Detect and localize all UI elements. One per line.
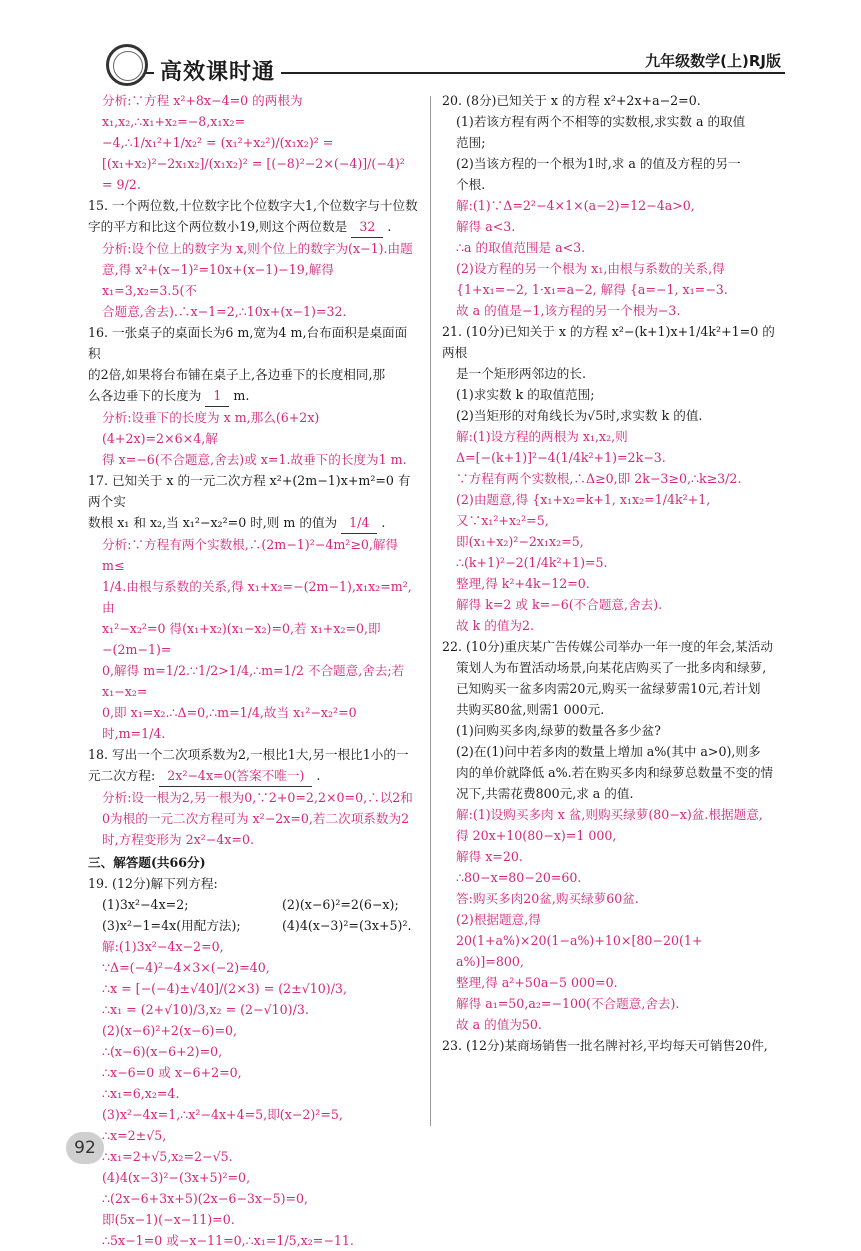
solution-line <box>88 407 418 449</box>
solution-line <box>88 1083 418 1104</box>
solution-line <box>88 978 418 999</box>
line-text: (1)问购买多肉,绿萝的数量各多少盆? <box>456 723 661 738</box>
line-text: ∴x₁=6,x₂=4. <box>102 1086 180 1101</box>
book-title: 高效课时通 <box>154 55 281 86</box>
line-text: 三、解答题(共66分) <box>88 855 206 870</box>
solution-line <box>442 846 782 867</box>
line-text: 况下,共需花费800元,求 a 的值. <box>456 786 634 801</box>
answer-blank: 32 <box>351 216 383 238</box>
line-text: x₁²−x₂²=0 得(x₁+x₂)(x₁−x₂)=0,若 x₁+x₂=0,即−(2m−1)= <box>102 621 381 657</box>
right-column <box>442 90 782 1056</box>
line-text: 分析:设个位上的数字为 x,则个位上的数字为(x−1).由题 <box>102 241 413 256</box>
line-text: (3)x²−4x=1,∴x²−4x+4=5,即(x−2)²=5, <box>102 1107 343 1122</box>
grade-label: 九年级数学(上)RJ版 <box>645 52 781 70</box>
question-line <box>88 744 418 765</box>
solution-line <box>88 534 418 576</box>
question-line <box>442 720 782 741</box>
question-line <box>442 636 782 657</box>
question-line <box>88 915 418 936</box>
line-text: 解:(1)设方程的两根为 x₁,x₂,则 <box>456 429 628 444</box>
question-line <box>88 322 418 364</box>
solution-line <box>442 909 782 951</box>
line-text: 解得 k=2 或 k=−6(不合题意,舍去). <box>456 597 663 612</box>
line-text: 字的平方和比这个两位数小19,则这个两位数是 <box>88 219 352 234</box>
solution-line <box>442 972 782 993</box>
solution-line <box>442 426 782 447</box>
sub-question: (3)x²−1=4x(用配方法); <box>102 918 241 933</box>
question-line <box>442 90 782 111</box>
solution-line <box>442 279 782 300</box>
solution-line <box>88 259 418 301</box>
line-text: 么各边垂下的长度为 <box>88 388 206 403</box>
line-text: 范围; <box>456 135 486 150</box>
solution-line <box>442 216 782 237</box>
question-line <box>442 174 782 195</box>
line-text: ∴x−6=0 或 x−6+2=0, <box>102 1065 242 1080</box>
question-line <box>88 894 418 915</box>
solution-line <box>88 1041 418 1062</box>
solution-line <box>442 951 782 972</box>
line-text: 22. (10分)重庆某广告传媒公司举办一年一度的年会,某活动 <box>442 639 773 654</box>
solution-line <box>442 993 782 1014</box>
line-text: 答:购买多肉20盆,购买绿萝60盆. <box>456 891 639 906</box>
page-header <box>0 0 861 88</box>
question-line <box>88 765 418 787</box>
line-text: (2)由题意,得 {x₁+x₂=k+1, x₁x₂=1/4k²+1, <box>456 492 711 507</box>
solution-line <box>442 552 782 573</box>
sub-question: (2)(x−6)²=2(6−x); <box>282 897 399 912</box>
line-text: 已知购买一盆多肉需20元,购买一盆绿萝需10元,若计划 <box>456 681 761 696</box>
question-line <box>442 741 782 762</box>
line-text: Δ=[−(k+1)]²−4(1/4k²+1)=2k−3. <box>456 450 666 465</box>
question-line <box>442 153 782 174</box>
line-text: {1+x₁=−2, 1·x₁=a−2, 解得 {a=−1, x₁=−3. <box>456 282 728 297</box>
question-line <box>88 470 418 512</box>
solution-line <box>442 825 782 846</box>
solution-line <box>88 90 418 132</box>
line-text: 19. (12分)解下列方程: <box>88 876 218 891</box>
solution-line <box>442 804 782 825</box>
line-text: 即(x₁+x₂)²−2x₁x₂=5, <box>456 534 584 549</box>
line-text: 是一个矩形两邻边的长. <box>456 366 586 381</box>
question-line <box>88 873 418 894</box>
question-line <box>88 216 418 238</box>
solution-line <box>442 888 782 909</box>
line-tail: m. <box>229 388 250 403</box>
line-text: 18. 写出一个二次项系数为2,一根比1大,另一根比1小的一 <box>88 747 409 762</box>
line-text: (1)求实数 k 的取值范围; <box>456 387 595 402</box>
question-line <box>88 512 418 534</box>
line-text: 解得 a₁=50,a₂=−100(不合题意,舍去). <box>456 996 680 1011</box>
line-text: (2)当该方程的一个根为1时,求 a 的值及方程的另一 <box>456 156 741 171</box>
line-text: a%)]=800, <box>456 954 524 969</box>
solution-line <box>442 867 782 888</box>
line-tail: . <box>312 768 321 783</box>
solution-line <box>88 1209 418 1230</box>
line-text: 0为根的一元二次方程可为 x²−2x=0,若二次项系数为2 <box>102 811 410 826</box>
solution-line <box>88 702 418 744</box>
solution-line <box>88 660 418 702</box>
line-text: 17. 已知关于 x 的一元二次方程 x²+(2m−1)x+m²=0 有两个实 <box>88 473 411 509</box>
solution-line <box>442 573 782 594</box>
line-text: (2)(x−6)²+2(x−6)=0, <box>102 1023 238 1038</box>
line-text: 故 a 的值为50. <box>456 1017 542 1032</box>
line-text: 解:(1)∵Δ=2²−4×1×(a−2)=12−4a>0, <box>456 198 695 213</box>
solution-line <box>88 1020 418 1041</box>
line-text: 策划人为布置活动场景,向某花店购买了一批多肉和绿萝, <box>456 660 767 675</box>
solution-line <box>442 1014 782 1035</box>
line-text: 23. (12分)某商场销售一批名牌衬衫,平均每天可销售20件, <box>442 1038 768 1053</box>
line-text: ∴x₁ = (2+√10)/3,x₂ = (2−√10)/3. <box>102 1002 309 1017</box>
line-text: 分析:设一根为2,另一根为0,∵2+0=2,2×0=0,∴以2和 <box>102 790 413 805</box>
line-text: 分析:∵方程 x²+8x−4=0 的两根为 x₁,x₂,∴x₁+x₂=−8,x₁x₂= <box>102 93 303 129</box>
line-text: ∵Δ=(−4)²−4×3×(−2)=40, <box>102 960 270 975</box>
line-text: 合题意,舍去).∴x−1=2,∴10x+(x−1)=32. <box>102 304 347 319</box>
line-text: 个根. <box>456 177 486 192</box>
solution-line <box>88 1104 418 1125</box>
question-line <box>88 364 418 385</box>
solution-line <box>88 301 418 322</box>
solution-line <box>88 787 418 808</box>
line-text: ∴(2x−6+3x+5)(2x−6−3x−5)=0, <box>102 1191 309 1206</box>
line-text: 解:(1)3x²−4x−2=0, <box>102 939 224 954</box>
line-text: 分析:∵方程有两个实数根,∴(2m−1)²−4m²≥0,解得 m≤ <box>102 537 399 573</box>
line-text: ∴a 的取值范围是 a<3. <box>456 240 586 255</box>
question-line <box>442 363 782 384</box>
line-text: 即(5x−1)(−x−11)=0. <box>102 1212 235 1227</box>
question-line <box>442 321 782 363</box>
line-text: 又∵x₁²+x₂²=5, <box>456 513 549 528</box>
line-text: (2)在(1)问中若多肉的数量上增加 a%(其中 a>0),则多 <box>456 744 761 759</box>
solution-line <box>442 258 782 279</box>
line-text: 得 20x+10(80−x)=1 000, <box>456 828 617 843</box>
solution-line <box>88 936 418 957</box>
line-text: 整理,得 a²+50a−5 000=0. <box>456 975 618 990</box>
solution-line <box>442 594 782 615</box>
line-text: 数根 x₁ 和 x₂,当 x₁²−x₂²=0 时,则 m 的值为 <box>88 515 342 530</box>
line-text: 意,得 x²+(x−1)²=10x+(x−1)−19,解得 x₁=3,x₂=3.5(不 <box>102 262 334 298</box>
line-text: 15. 一个两位数,十位数字比个位数字大1,个位数字与十位数 <box>88 198 418 213</box>
solution-line <box>88 1125 418 1146</box>
line-text: (2)根据题意,得 20(1+a%)×20(1−a%)+10×[80−20(1+ <box>456 912 703 948</box>
section-heading <box>88 852 418 873</box>
line-text: ∴x = [−(−4)±√40]/(2×3) = (2±√10)/3, <box>102 981 347 996</box>
line-text: 元二次方程: <box>88 768 160 783</box>
line-text: 肉的单价就降低 a%.若在购买多肉和绿萝总数量不变的情 <box>456 765 774 780</box>
line-text: 故 a 的值是−1,该方程的另一个根为−3. <box>456 303 681 318</box>
solution-line <box>88 576 418 618</box>
line-text: 0,解得 m=1/2.∵1/2>1/4,∴m=1/2 不合题意,舍去;若 x₁−x₂= <box>102 663 405 699</box>
line-text: (2)当矩形的对角线长为√5时,求实数 k 的值. <box>456 408 703 423</box>
question-line <box>442 783 782 804</box>
answer-blank: 2x²−4x=0(答案不唯一) <box>159 765 312 787</box>
answer-blank: 1 <box>205 385 229 407</box>
line-text: −4,∴1/x₁²+1/x₂² = (x₁²+x₂²)/(x₁x₂)² = [(x₁+x₂)²−2x₁x₂]/(x₁x₂)² = [(−8)²−2×(−4)]/(−4)² = 9/2. <box>102 135 405 192</box>
solution-line <box>88 808 418 829</box>
solution-line <box>442 510 782 531</box>
question-line <box>442 111 782 132</box>
solution-line <box>442 489 782 510</box>
line-text: 解得 x=20. <box>456 849 523 864</box>
line-text: (4)4(x−3)²−(3x+5)²=0, <box>102 1170 251 1185</box>
page-number: 92 <box>66 1132 104 1164</box>
line-text: 分析:设垂下的长度为 x m,那么(6+2x)(4+2x)=2×6×4,解 <box>102 410 320 446</box>
line-text: 时,方程变形为 2x²−4x=0. <box>102 832 254 847</box>
sub-question: (1)3x²−4x=2; <box>102 897 189 912</box>
line-text: 20. (8分)已知关于 x 的方程 x²+2x+a−2=0. <box>442 93 701 108</box>
line-text: ∴80−x=80−20=60. <box>456 870 582 885</box>
question-line <box>442 762 782 783</box>
line-text: 故 k 的值为2. <box>456 618 535 633</box>
solution-line <box>88 1146 418 1167</box>
line-text: 的2倍,如果将台布铺在桌子上,各边垂下的长度相同,那 <box>88 367 386 382</box>
solution-line <box>88 957 418 978</box>
line-text: ∴x=2±√5, <box>102 1128 167 1143</box>
solution-line <box>88 829 418 850</box>
solution-line <box>88 618 418 660</box>
line-tail: . <box>377 515 386 530</box>
line-text: 16. 一张桌子的桌面长为6 m,宽为4 m,台布面积是桌面面积 <box>88 325 408 361</box>
solution-line <box>88 238 418 259</box>
solution-line <box>88 1167 418 1188</box>
solution-line <box>442 447 782 468</box>
line-tail: . <box>383 219 392 234</box>
line-text: ∴x₁=2+√5,x₂=2−√5. <box>102 1149 233 1164</box>
solution-line <box>88 1230 418 1251</box>
question-line <box>442 132 782 153</box>
left-column <box>88 90 418 1251</box>
solution-line <box>88 1062 418 1083</box>
line-text: ∴(x−6)(x−6+2)=0, <box>102 1044 223 1059</box>
question-line <box>88 195 418 216</box>
solution-line <box>442 300 782 321</box>
question-line <box>442 678 782 699</box>
solution-line <box>442 615 782 636</box>
sub-question: (4)4(x−3)²=(3x+5)². <box>282 918 412 933</box>
question-line <box>442 699 782 720</box>
question-line <box>442 657 782 678</box>
question-line <box>88 385 418 407</box>
line-text: 共购买80盆,则需1 000元. <box>456 702 605 717</box>
line-text: (1)若该方程有两个不相等的实数根,求实数 a 的取值 <box>456 114 746 129</box>
solution-line <box>88 999 418 1020</box>
line-text: ∵方程有两个实数根,∴Δ≥0,即 2k−3≥0,∴k≥3/2. <box>456 471 742 486</box>
column-divider <box>430 96 431 1126</box>
line-text: (2)设方程的另一个根为 x₁,由根与系数的关系,得 <box>456 261 725 276</box>
answer-blank: 1/4 <box>341 512 377 534</box>
solution-line <box>88 449 418 470</box>
solution-line <box>442 237 782 258</box>
question-line <box>442 384 782 405</box>
solution-line <box>88 132 418 195</box>
line-text: ∴(k+1)²−2(1/4k²+1)=5. <box>456 555 608 570</box>
line-text: 解得 a<3. <box>456 219 516 234</box>
question-line <box>442 405 782 426</box>
line-text: 1/4.由根与系数的关系,得 x₁+x₂=−(2m−1),x₁x₂=m²,由 <box>102 579 412 615</box>
line-text: 整理,得 k²+4k−12=0. <box>456 576 590 591</box>
question-line <box>442 1035 782 1056</box>
clock-logo-icon <box>106 44 148 86</box>
solution-line <box>442 468 782 489</box>
solution-line <box>442 531 782 552</box>
line-text: 21. (10分)已知关于 x 的方程 x²−(k+1)x+1/4k²+1=0 的两根 <box>442 324 775 360</box>
line-text: 0,即 x₁=x₂.∴Δ=0,∴m=1/4,故当 x₁²−x₂²=0 时,m=1/4. <box>102 705 357 741</box>
line-text: 得 x=−6(不合题意,舍去)或 x=1.故垂下的长度为1 m. <box>102 452 407 467</box>
solution-line <box>442 195 782 216</box>
line-text: 解:(1)设购买多肉 x 盆,则购买绿萝(80−x)盆.根据题意, <box>456 807 763 822</box>
line-text: ∴5x−1=0 或−x−11=0,∴x₁=1/5,x₂=−11. <box>102 1233 354 1248</box>
